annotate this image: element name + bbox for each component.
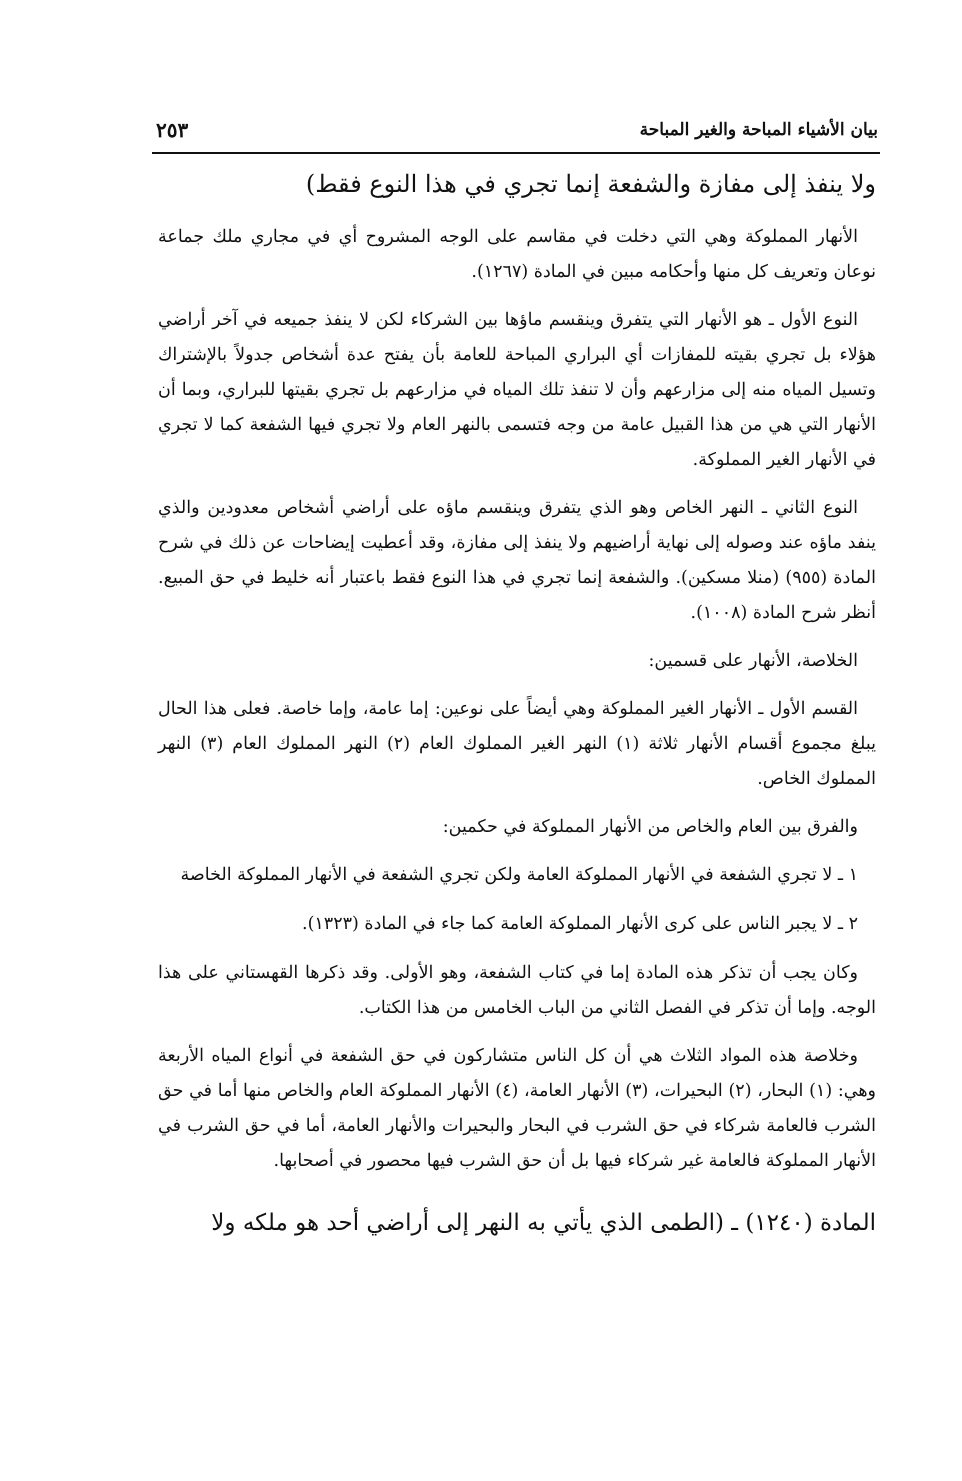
paragraph-first-division: القسم الأول ـ الأنهار الغير المملوكة وهي أيضاً على نوعين: إما عامة، وإما خاصة. فعلى هذا الحال يبلغ مجموع أقسام الأنهار ثلاثة (١) النهر الغير المملوك العام (٢) النهر المملوك العام (٣) النهر المملوك الخاص. xyxy=(158,699,877,789)
paragraph-first-type: النوع الأول ـ هو الأنهار التي يتفرق وينقسم ماؤها بين الشركاء لكن لا ينفذ جميعه في آخر أراضي هؤلاء بل تجري بقيته للمفازات أي البراري المباحة للعامة بأن يفتح عدة أشخاص جدولاً بالإشتراك وتسيل المياه منه إلى مزارعهم وأن لا تنفذ تلك المياه في مزارعهم بل تجري بقيتها للبراري، وبما أن الأنهار التي هي من هذا القبيل عامة من وجه فتسمى بالنهر العام ولا تجري فيها الشفعة كما لا تجري في الأنهار الغير المملوكة. xyxy=(158,310,876,470)
running-header xyxy=(152,118,880,154)
next-article-heading: المادة (١٢٤٠) ـ (الطمى الذي يأتي به النهر إلى أراضي أحد هو ملكه ولا xyxy=(211,1210,876,1236)
paragraph-conclusion: وخلاصة هذه المواد الثلاث هي أن كل الناس متشاركون في حق الشفعة في أنواع المياه الأربعة وهي: (١) البحار، (٢) البحيرات، (٣) الأنهار العامة، (٤) الأنهار المملوكة العام والخاص منها أما في حق الشرب فالعامة شركاء في حق الشرب في البحار والبحيرات والأنهار العامة، أما في حق الشرب في الأنهار المملوكة فالعامة غير شركاء فيها بل أن حق الشرب فيها محصور في أصحابها. xyxy=(158,1046,877,1171)
paragraph-difference-intro: والفرق بين العام والخاص من الأنهار المملوكة في حكمين: xyxy=(442,817,858,837)
paragraph-owned-rivers: الأنهار المملوكة وهي التي دخلت في مقاسم على الوجه المشروح أي في مجاري ملك جماعة نوعان وتعريف كل منها وأحكامه مبين في المادة (١٢٦٧). xyxy=(158,227,876,282)
paragraph-summary-intro: الخلاصة، الأنهار على قسمين: xyxy=(648,651,858,671)
article-text-continuation: ولا ينفذ إلى مفازة والشفعة إنما تجري في هذا النوع فقط) xyxy=(305,170,876,198)
paragraph-placement-note: وكان يجب أن تذكر هذه المادة إما في كتاب الشفعة، وهو الأولى. وقد ذكرها القهستاني على هذا الوجه. وإما أن تذكر في الفصل الثاني من الباب الخامس من هذا الكتاب. xyxy=(158,963,876,1018)
list-item: ١ ـ لا تجري الشفعة في الأنهار المملوكة العامة ولكن تجري الشفعة في الأنهار المملوكة الخاصة xyxy=(180,865,858,885)
paragraph-second-type: النوع الثاني ـ النهر الخاص وهو الذي يتفرق وينقسم ماؤه على أراضي أشخاص معدودين والذي ينفد ماؤه عند وصوله إلى نهاية أراضيهم ولا ينفذ إلى مفازة، وقد أعطيت إيضاحات عن ذلك في شرح المادة (٩٥٥) (منلا مسكين). والشفعة إنما تجري في هذا النوع فقط باعتبار أنه خليط في حق المبيع. أنظر شرح المادة (١٠٠٨). xyxy=(158,498,876,623)
header-title: بيان الأشياء المباحة والغير المباحة xyxy=(639,120,878,140)
page-body xyxy=(158,162,876,1243)
list-item: ٢ ـ لا يجبر الناس على كرى الأنهار المملوكة العامة كما جاء في المادة (١٣٢٣). xyxy=(302,914,858,934)
page-number: ٢٥٣ xyxy=(156,118,189,142)
